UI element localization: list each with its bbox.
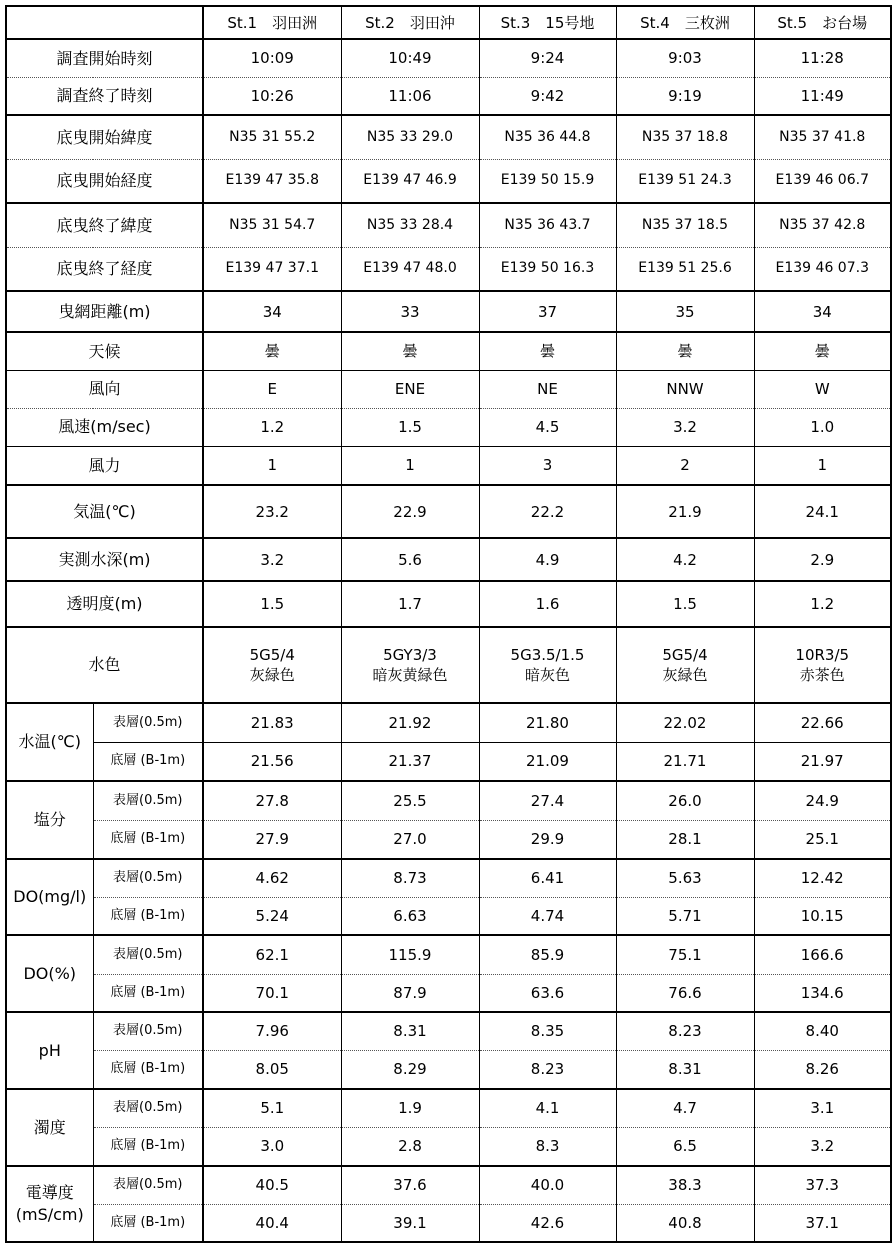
table-cell: 8.31 [341, 1012, 479, 1050]
layer-label: 底層 (B-1m) [93, 820, 203, 859]
table-cell: 2 [616, 446, 754, 485]
table-row [6, 1166, 891, 1204]
table-cell: 曇 [616, 332, 754, 370]
table-cell: 1.0 [754, 408, 891, 446]
table-cell: E139 47 46.9 [341, 159, 479, 203]
table-cell: 5.24 [203, 897, 341, 935]
table-cell: 21.80 [479, 703, 616, 742]
table-cell: 10:09 [203, 39, 341, 77]
table-cell: 22.66 [754, 703, 891, 742]
table-cell: E139 47 48.0 [341, 247, 479, 291]
color-code: 10R3/5 [795, 645, 850, 664]
table-cell: 6.5 [616, 1127, 754, 1166]
table-row [6, 742, 891, 781]
table-cell: NE [479, 370, 616, 408]
table-cell: 1.5 [616, 581, 754, 627]
table-cell: 11:28 [754, 39, 891, 77]
table-cell: 12.42 [754, 859, 891, 897]
table-cell: 34 [754, 291, 891, 332]
layer-label: 底層 (B-1m) [93, 742, 203, 781]
table-cell: 27.0 [341, 820, 479, 859]
table-row [6, 581, 891, 627]
table-cell: 37.3 [754, 1166, 891, 1204]
table-cell: 5.1 [203, 1089, 341, 1127]
table-cell: 22.02 [616, 703, 754, 742]
table-row [6, 332, 891, 370]
table-cell: 24.1 [754, 485, 891, 538]
table-cell: 2.9 [754, 538, 891, 581]
table-cell: 4.7 [616, 1089, 754, 1127]
table-row [6, 538, 891, 581]
group-label: 濁度 [6, 1089, 93, 1166]
color-code: 5GY3/3 [383, 645, 437, 664]
table-cell: 曇 [479, 332, 616, 370]
layer-label: 表層(0.5m) [93, 935, 203, 974]
table-cell: 35 [616, 291, 754, 332]
layer-label: 表層(0.5m) [93, 703, 203, 742]
table-row [6, 1204, 891, 1242]
layer-label: 底層 (B-1m) [93, 1050, 203, 1089]
table-cell: 115.9 [341, 935, 479, 974]
table-cell: 134.6 [754, 974, 891, 1012]
row-label: 底曳終了緯度 [6, 203, 203, 247]
table-cell: W [754, 370, 891, 408]
table-cell: 10:26 [203, 77, 341, 115]
table-cell: N35 31 54.7 [203, 203, 341, 247]
table-cell: 4.9 [479, 538, 616, 581]
table-cell: 6.41 [479, 859, 616, 897]
color-name: 灰緑色 [249, 666, 295, 684]
table-cell: 8.40 [754, 1012, 891, 1050]
group-label [6, 1166, 93, 1242]
table-cell: N35 36 44.8 [479, 115, 616, 159]
table-row [6, 247, 891, 291]
table-row [6, 935, 891, 974]
layer-label: 表層(0.5m) [93, 1089, 203, 1127]
table-cell: 21.92 [341, 703, 479, 742]
table-row [6, 39, 891, 77]
layer-label: 底層 (B-1m) [93, 974, 203, 1012]
layer-label: 表層(0.5m) [93, 781, 203, 820]
group-label: DO(%) [6, 935, 93, 1012]
row-label: 透明度(m) [6, 581, 203, 627]
table-cell: 37.6 [341, 1166, 479, 1204]
table-row [6, 1089, 891, 1127]
table-row [6, 1012, 891, 1050]
table-cell: 4.1 [479, 1089, 616, 1127]
table-cell: 63.6 [479, 974, 616, 1012]
table-cell: N35 33 29.0 [341, 115, 479, 159]
table-cell: N35 37 18.5 [616, 203, 754, 247]
table-row [6, 781, 891, 820]
table-row [6, 974, 891, 1012]
table-cell: 1.2 [203, 408, 341, 446]
table-cell: 8.29 [341, 1050, 479, 1089]
table-cell: 11:06 [341, 77, 479, 115]
water-color-cell [479, 627, 616, 703]
table-cell: 62.1 [203, 935, 341, 974]
header-row [6, 6, 891, 39]
table-cell: 1 [203, 446, 341, 485]
table-cell: 4.2 [616, 538, 754, 581]
row-label: 底曳開始経度 [6, 159, 203, 203]
table-row [6, 703, 891, 742]
table-cell: 1.7 [341, 581, 479, 627]
table-cell: 70.1 [203, 974, 341, 1012]
table-cell: 1 [341, 446, 479, 485]
table-cell: 3.2 [616, 408, 754, 446]
table-row [6, 897, 891, 935]
table-cell: 3 [479, 446, 616, 485]
table-row [6, 159, 891, 203]
table-cell: 1.9 [341, 1089, 479, 1127]
table-cell: 9:03 [616, 39, 754, 77]
table-row [6, 1050, 891, 1089]
table-cell: 1 [754, 446, 891, 485]
table-cell: 1.2 [754, 581, 891, 627]
water-color-cell [203, 627, 341, 703]
table-cell: 21.71 [616, 742, 754, 781]
table-cell: 8.31 [616, 1050, 754, 1089]
table-cell: ENE [341, 370, 479, 408]
table-cell: 3.1 [754, 1089, 891, 1127]
table-cell: 1.5 [203, 581, 341, 627]
station-header: St.4 三枚洲 [616, 6, 754, 39]
table-cell: 40.5 [203, 1166, 341, 1204]
table-cell: N35 33 28.4 [341, 203, 479, 247]
table-cell: 1.5 [341, 408, 479, 446]
survey-table [5, 5, 892, 1243]
table-cell: 87.9 [341, 974, 479, 1012]
table-cell: 4.62 [203, 859, 341, 897]
table-row [6, 1127, 891, 1166]
table-cell: 24.9 [754, 781, 891, 820]
table-cell: E139 51 25.6 [616, 247, 754, 291]
table-cell: 25.1 [754, 820, 891, 859]
color-code: 5G5/4 [662, 645, 708, 664]
table-cell: 1.6 [479, 581, 616, 627]
table-cell: E139 46 07.3 [754, 247, 891, 291]
table-cell: 39.1 [341, 1204, 479, 1242]
row-label: 実測水深(m) [6, 538, 203, 581]
table-cell: 2.8 [341, 1127, 479, 1166]
table-cell: 21.9 [616, 485, 754, 538]
color-code: 5G5/4 [249, 645, 295, 664]
table-cell: E139 50 16.3 [479, 247, 616, 291]
row-label: 曳網距離(m) [6, 291, 203, 332]
table-cell: 5.63 [616, 859, 754, 897]
table-cell: 8.73 [341, 859, 479, 897]
layer-label: 底層 (B-1m) [93, 897, 203, 935]
row-label: 風速(m/sec) [6, 408, 203, 446]
table-cell: 26.0 [616, 781, 754, 820]
table-row [6, 370, 891, 408]
table-cell: 75.1 [616, 935, 754, 974]
layer-label: 表層(0.5m) [93, 1166, 203, 1204]
layer-label: 底層 (B-1m) [93, 1127, 203, 1166]
station-header: St.3 15号地 [479, 6, 616, 39]
table-cell: 8.35 [479, 1012, 616, 1050]
station-header: St.5 お台場 [754, 6, 891, 39]
table-cell: 21.56 [203, 742, 341, 781]
table-row [6, 820, 891, 859]
row-label: 調査開始時刻 [6, 39, 203, 77]
table-cell: 25.5 [341, 781, 479, 820]
table-cell: 33 [341, 291, 479, 332]
table-row [6, 859, 891, 897]
table-cell: N35 37 41.8 [754, 115, 891, 159]
table-cell: 8.23 [616, 1012, 754, 1050]
color-name: 暗灰黄緑色 [372, 666, 448, 684]
row-label: 底曳開始緯度 [6, 115, 203, 159]
table-row [6, 408, 891, 446]
table-cell: 85.9 [479, 935, 616, 974]
table-cell: 10.15 [754, 897, 891, 935]
group-label-unit: (mS/cm) [15, 1205, 84, 1224]
table-cell: 40.8 [616, 1204, 754, 1242]
table-cell: 22.2 [479, 485, 616, 538]
row-label: 風力 [6, 446, 203, 485]
table-cell: 7.96 [203, 1012, 341, 1050]
table-cell: 22.9 [341, 485, 479, 538]
table-cell: 27.8 [203, 781, 341, 820]
row-label: 調査終了時刻 [6, 77, 203, 115]
table-cell: 21.83 [203, 703, 341, 742]
table-cell: 9:42 [479, 77, 616, 115]
table-cell: 28.1 [616, 820, 754, 859]
group-label-line: 電導度 [25, 1183, 74, 1203]
table-cell: 9:24 [479, 39, 616, 77]
table-cell: 6.63 [341, 897, 479, 935]
table-cell: 21.09 [479, 742, 616, 781]
water-color-row [6, 627, 891, 703]
table-cell: N35 31 55.2 [203, 115, 341, 159]
station-header: St.2 羽田沖 [341, 6, 479, 39]
table-cell: 27.9 [203, 820, 341, 859]
table-row [6, 115, 891, 159]
table-cell: 9:19 [616, 77, 754, 115]
layer-label: 底層 (B-1m) [93, 1204, 203, 1242]
table-cell: 3.0 [203, 1127, 341, 1166]
table-cell: 4.74 [479, 897, 616, 935]
table-cell: 37 [479, 291, 616, 332]
table-row [6, 77, 891, 115]
table-cell: E139 46 06.7 [754, 159, 891, 203]
table-cell: N35 37 42.8 [754, 203, 891, 247]
table-cell: 21.97 [754, 742, 891, 781]
table-cell: 40.0 [479, 1166, 616, 1204]
table-cell: 5.6 [341, 538, 479, 581]
layer-label: 表層(0.5m) [93, 1012, 203, 1050]
table-cell: N35 36 43.7 [479, 203, 616, 247]
table-cell: E139 47 37.1 [203, 247, 341, 291]
table-row [6, 485, 891, 538]
table-cell: N35 37 18.8 [616, 115, 754, 159]
row-label: 気温(℃) [6, 485, 203, 538]
group-label: 塩分 [6, 781, 93, 859]
row-label: 天候 [6, 332, 203, 370]
layer-label: 表層(0.5m) [93, 859, 203, 897]
table-cell: 23.2 [203, 485, 341, 538]
row-label: 水色 [6, 627, 203, 703]
table-cell: 8.26 [754, 1050, 891, 1089]
table-cell: 40.4 [203, 1204, 341, 1242]
table-cell: 166.6 [754, 935, 891, 974]
table-cell: 29.9 [479, 820, 616, 859]
table-cell: 11:49 [754, 77, 891, 115]
table-cell: 曇 [754, 332, 891, 370]
table-row [6, 446, 891, 485]
table-cell: 27.4 [479, 781, 616, 820]
table-cell: 3.2 [754, 1127, 891, 1166]
table-cell: 4.5 [479, 408, 616, 446]
water-color-cell [616, 627, 754, 703]
row-label: 底曳終了経度 [6, 247, 203, 291]
table-cell: 曇 [203, 332, 341, 370]
table-cell: 38.3 [616, 1166, 754, 1204]
table-cell: 10:49 [341, 39, 479, 77]
group-label: 水温(℃) [6, 703, 93, 781]
table-cell: 42.6 [479, 1204, 616, 1242]
corner-cell [6, 6, 203, 39]
group-label: pH [6, 1012, 93, 1089]
table-cell: NNW [616, 370, 754, 408]
color-code: 5G3.5/1.5 [510, 645, 585, 664]
station-header: St.1 羽田洲 [203, 6, 341, 39]
water-color-cell [754, 627, 891, 703]
color-name: 灰緑色 [662, 666, 708, 684]
water-color-cell [341, 627, 479, 703]
row-label: 風向 [6, 370, 203, 408]
table-cell: 8.3 [479, 1127, 616, 1166]
table-cell: E139 51 24.3 [616, 159, 754, 203]
table-cell: E [203, 370, 341, 408]
group-label: DO(mg/l) [6, 859, 93, 935]
table-cell: 8.23 [479, 1050, 616, 1089]
table-cell: 34 [203, 291, 341, 332]
table-cell: 曇 [341, 332, 479, 370]
table-cell: E139 50 15.9 [479, 159, 616, 203]
table-cell: 5.71 [616, 897, 754, 935]
table-cell: 37.1 [754, 1204, 891, 1242]
table-cell: 8.05 [203, 1050, 341, 1089]
table-cell: 76.6 [616, 974, 754, 1012]
table-row [6, 203, 891, 247]
color-name: 暗灰色 [524, 666, 570, 684]
table-row [6, 291, 891, 332]
table-cell: 21.37 [341, 742, 479, 781]
color-name: 赤茶色 [799, 666, 845, 684]
table-cell: E139 47 35.8 [203, 159, 341, 203]
table-cell: 3.2 [203, 538, 341, 581]
